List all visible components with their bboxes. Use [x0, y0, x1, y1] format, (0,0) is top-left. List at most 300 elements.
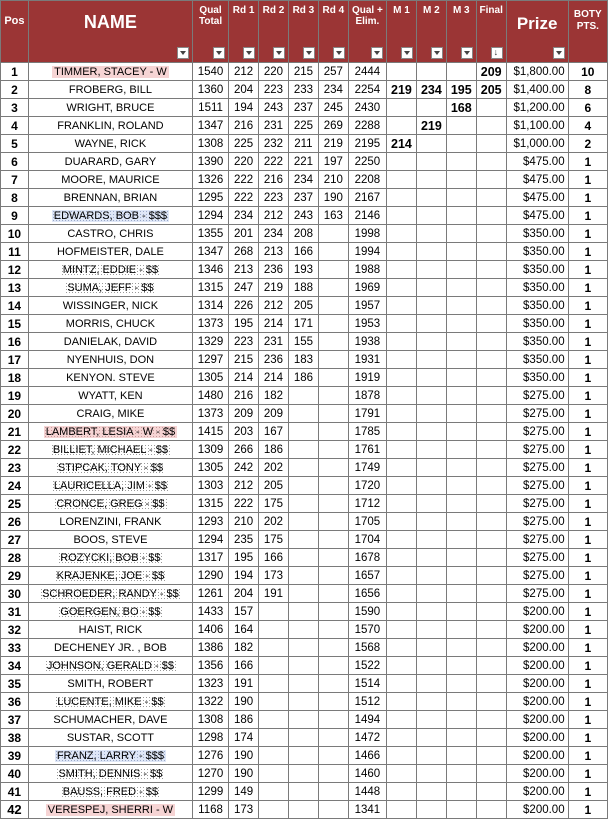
- rd2-cell[interactable]: [259, 747, 289, 765]
- m3-cell[interactable]: [446, 693, 476, 711]
- m1-cell[interactable]: [386, 99, 416, 117]
- qual-elim-cell[interactable]: 2254: [348, 81, 386, 99]
- rd2-cell[interactable]: [259, 621, 289, 639]
- rd1-cell[interactable]: 157: [229, 603, 259, 621]
- rd2-cell[interactable]: 214: [259, 315, 289, 333]
- rd1-cell[interactable]: 210: [229, 513, 259, 531]
- rd2-cell[interactable]: [259, 783, 289, 801]
- m1-cell[interactable]: [386, 459, 416, 477]
- name-cell[interactable]: [28, 171, 192, 189]
- boty-cell[interactable]: 2: [568, 135, 607, 153]
- rd4-cell[interactable]: [318, 243, 348, 261]
- prize-cell[interactable]: $350.00: [506, 369, 568, 387]
- pos-cell[interactable]: 32: [1, 621, 29, 639]
- final-cell[interactable]: [476, 117, 506, 135]
- prize-cell[interactable]: $350.00: [506, 243, 568, 261]
- qual-elim-cell[interactable]: 1957: [348, 297, 386, 315]
- table-row[interactable]: [1, 675, 608, 693]
- rd4-cell[interactable]: [318, 675, 348, 693]
- m3-cell[interactable]: [446, 729, 476, 747]
- pos-cell[interactable]: 17: [1, 351, 29, 369]
- rd1-cell[interactable]: 164: [229, 621, 259, 639]
- qual-total-cell[interactable]: 1297: [192, 351, 228, 369]
- rd1-cell[interactable]: 191: [229, 675, 259, 693]
- final-cell[interactable]: [476, 387, 506, 405]
- m3-cell[interactable]: [446, 261, 476, 279]
- m1-cell[interactable]: [386, 621, 416, 639]
- rd2-cell[interactable]: 166: [259, 549, 289, 567]
- filter-dropdown-icon[interactable]: [461, 47, 473, 59]
- rd3-cell[interactable]: [288, 459, 318, 477]
- pos-cell[interactable]: 35: [1, 675, 29, 693]
- pos-cell[interactable]: 4: [1, 117, 29, 135]
- name-cell[interactable]: [28, 135, 192, 153]
- m1-cell[interactable]: [386, 531, 416, 549]
- qual-total-cell[interactable]: 1373: [192, 405, 228, 423]
- name-cell[interactable]: [28, 117, 192, 135]
- rd2-cell[interactable]: [259, 675, 289, 693]
- qual-total-cell[interactable]: 1315: [192, 495, 228, 513]
- m1-cell[interactable]: [386, 153, 416, 171]
- prize-cell[interactable]: $200.00: [506, 675, 568, 693]
- m2-cell[interactable]: [416, 513, 446, 531]
- m3-cell[interactable]: [446, 513, 476, 531]
- name-cell[interactable]: [28, 567, 192, 585]
- m1-cell[interactable]: [386, 243, 416, 261]
- table-row[interactable]: [1, 279, 608, 297]
- m1-cell[interactable]: [386, 405, 416, 423]
- rd3-cell[interactable]: [288, 513, 318, 531]
- rd2-cell[interactable]: 236: [259, 351, 289, 369]
- m2-cell[interactable]: [416, 351, 446, 369]
- qual-elim-cell[interactable]: 1568: [348, 639, 386, 657]
- name-cell[interactable]: [28, 387, 192, 405]
- rd3-cell[interactable]: [288, 495, 318, 513]
- m2-cell[interactable]: [416, 441, 446, 459]
- rd4-cell[interactable]: [318, 423, 348, 441]
- m1-cell[interactable]: [386, 297, 416, 315]
- m2-cell[interactable]: [416, 603, 446, 621]
- m3-cell[interactable]: [446, 639, 476, 657]
- qual-elim-cell[interactable]: 1678: [348, 549, 386, 567]
- boty-cell[interactable]: 1: [568, 243, 607, 261]
- boty-cell[interactable]: 1: [568, 189, 607, 207]
- pos-cell[interactable]: 16: [1, 333, 29, 351]
- m1-cell[interactable]: [386, 657, 416, 675]
- name-cell[interactable]: [28, 243, 192, 261]
- m2-cell[interactable]: [416, 153, 446, 171]
- final-cell[interactable]: [476, 531, 506, 549]
- m1-cell[interactable]: [386, 171, 416, 189]
- prize-cell[interactable]: $200.00: [506, 729, 568, 747]
- prize-cell[interactable]: $350.00: [506, 333, 568, 351]
- m2-cell[interactable]: [416, 405, 446, 423]
- boty-cell[interactable]: 4: [568, 117, 607, 135]
- rd2-cell[interactable]: 173: [259, 567, 289, 585]
- rd4-cell[interactable]: 257: [318, 63, 348, 81]
- m2-cell[interactable]: [416, 99, 446, 117]
- name-cell[interactable]: [28, 711, 192, 729]
- rd3-cell[interactable]: 233: [288, 81, 318, 99]
- boty-cell[interactable]: 1: [568, 657, 607, 675]
- m3-cell[interactable]: [446, 459, 476, 477]
- name-cell[interactable]: [28, 729, 192, 747]
- pos-cell[interactable]: 19: [1, 387, 29, 405]
- m1-cell[interactable]: 219: [386, 81, 416, 99]
- qual-total-cell[interactable]: 1270: [192, 765, 228, 783]
- qual-total-cell[interactable]: 1323: [192, 675, 228, 693]
- qual-total-cell[interactable]: 1168: [192, 801, 228, 819]
- qual-elim-cell[interactable]: 1341: [348, 801, 386, 819]
- m3-cell[interactable]: [446, 585, 476, 603]
- m3-cell[interactable]: [446, 477, 476, 495]
- m2-cell[interactable]: [416, 333, 446, 351]
- final-cell[interactable]: [476, 99, 506, 117]
- m2-cell[interactable]: [416, 765, 446, 783]
- rd3-cell[interactable]: [288, 441, 318, 459]
- boty-cell[interactable]: 1: [568, 459, 607, 477]
- pos-cell[interactable]: 39: [1, 747, 29, 765]
- name-cell[interactable]: [28, 423, 192, 441]
- m1-cell[interactable]: [386, 801, 416, 819]
- pos-cell[interactable]: 27: [1, 531, 29, 549]
- qual-elim-cell[interactable]: 1466: [348, 747, 386, 765]
- m1-cell[interactable]: [386, 747, 416, 765]
- prize-cell[interactable]: $350.00: [506, 279, 568, 297]
- rd1-cell[interactable]: 268: [229, 243, 259, 261]
- qual-elim-cell[interactable]: 1704: [348, 531, 386, 549]
- filter-dropdown-icon[interactable]: [243, 47, 255, 59]
- final-cell[interactable]: [476, 477, 506, 495]
- prize-cell[interactable]: $200.00: [506, 783, 568, 801]
- m3-cell[interactable]: [446, 369, 476, 387]
- boty-cell[interactable]: 1: [568, 171, 607, 189]
- rd4-cell[interactable]: [318, 621, 348, 639]
- boty-cell[interactable]: 1: [568, 765, 607, 783]
- table-row[interactable]: [1, 171, 608, 189]
- qual-elim-cell[interactable]: 1969: [348, 279, 386, 297]
- boty-cell[interactable]: 1: [568, 711, 607, 729]
- rd3-cell[interactable]: 221: [288, 153, 318, 171]
- m3-cell[interactable]: [446, 783, 476, 801]
- rd2-cell[interactable]: [259, 603, 289, 621]
- prize-cell[interactable]: $275.00: [506, 513, 568, 531]
- rd3-cell[interactable]: [288, 801, 318, 819]
- qual-elim-cell[interactable]: 1749: [348, 459, 386, 477]
- pos-cell[interactable]: 26: [1, 513, 29, 531]
- rd1-cell[interactable]: 174: [229, 729, 259, 747]
- qual-elim-cell[interactable]: 1705: [348, 513, 386, 531]
- qual-total-cell[interactable]: 1356: [192, 657, 228, 675]
- rd1-cell[interactable]: 242: [229, 459, 259, 477]
- boty-cell[interactable]: 1: [568, 405, 607, 423]
- final-cell[interactable]: [476, 747, 506, 765]
- prize-cell[interactable]: $200.00: [506, 747, 568, 765]
- m2-cell[interactable]: [416, 63, 446, 81]
- rd1-cell[interactable]: 234: [229, 207, 259, 225]
- rd4-cell[interactable]: [318, 387, 348, 405]
- m2-cell[interactable]: [416, 243, 446, 261]
- prize-cell[interactable]: $475.00: [506, 171, 568, 189]
- rd2-cell[interactable]: 232: [259, 135, 289, 153]
- table-row[interactable]: [1, 657, 608, 675]
- m2-cell[interactable]: [416, 189, 446, 207]
- final-cell[interactable]: [476, 765, 506, 783]
- m2-cell[interactable]: [416, 549, 446, 567]
- m2-cell[interactable]: [416, 639, 446, 657]
- name-cell[interactable]: [28, 225, 192, 243]
- qual-total-cell[interactable]: 1347: [192, 243, 228, 261]
- filter-dropdown-icon[interactable]: [401, 47, 413, 59]
- qual-elim-cell[interactable]: 1656: [348, 585, 386, 603]
- m2-cell[interactable]: [416, 207, 446, 225]
- rd4-cell[interactable]: 234: [318, 81, 348, 99]
- rd1-cell[interactable]: 203: [229, 423, 259, 441]
- m3-cell[interactable]: [446, 441, 476, 459]
- name-cell[interactable]: [28, 477, 192, 495]
- final-cell[interactable]: 205: [476, 81, 506, 99]
- qual-total-cell[interactable]: 1347: [192, 117, 228, 135]
- m2-cell[interactable]: [416, 693, 446, 711]
- prize-cell[interactable]: $200.00: [506, 621, 568, 639]
- m3-cell[interactable]: [446, 135, 476, 153]
- rd4-cell[interactable]: [318, 801, 348, 819]
- pos-cell[interactable]: 15: [1, 315, 29, 333]
- rd3-cell[interactable]: [288, 711, 318, 729]
- prize-cell[interactable]: $350.00: [506, 297, 568, 315]
- boty-cell[interactable]: 1: [568, 639, 607, 657]
- rd2-cell[interactable]: 243: [259, 99, 289, 117]
- rd1-cell[interactable]: 173: [229, 801, 259, 819]
- m2-cell[interactable]: [416, 621, 446, 639]
- m2-cell[interactable]: [416, 387, 446, 405]
- rd3-cell[interactable]: 211: [288, 135, 318, 153]
- boty-cell[interactable]: 6: [568, 99, 607, 117]
- name-cell[interactable]: [28, 351, 192, 369]
- m1-cell[interactable]: 214: [386, 135, 416, 153]
- m3-cell[interactable]: [446, 657, 476, 675]
- boty-cell[interactable]: 1: [568, 783, 607, 801]
- rd1-cell[interactable]: 194: [229, 99, 259, 117]
- rd3-cell[interactable]: 208: [288, 225, 318, 243]
- rd1-cell[interactable]: 149: [229, 783, 259, 801]
- rd1-cell[interactable]: 222: [229, 495, 259, 513]
- sort-descending-icon[interactable]: [491, 47, 503, 59]
- name-cell[interactable]: [28, 783, 192, 801]
- filter-dropdown-icon[interactable]: [273, 47, 285, 59]
- qual-total-cell[interactable]: 1433: [192, 603, 228, 621]
- final-cell[interactable]: [476, 279, 506, 297]
- qual-total-cell[interactable]: 1261: [192, 585, 228, 603]
- rd3-cell[interactable]: [288, 747, 318, 765]
- rd1-cell[interactable]: 190: [229, 765, 259, 783]
- rd4-cell[interactable]: [318, 333, 348, 351]
- prize-cell[interactable]: $275.00: [506, 477, 568, 495]
- final-cell[interactable]: [476, 189, 506, 207]
- m3-cell[interactable]: [446, 549, 476, 567]
- qual-elim-cell[interactable]: 2208: [348, 171, 386, 189]
- m3-cell[interactable]: [446, 567, 476, 585]
- final-cell[interactable]: [476, 621, 506, 639]
- table-row[interactable]: [1, 297, 608, 315]
- rd1-cell[interactable]: 182: [229, 639, 259, 657]
- rd4-cell[interactable]: [318, 603, 348, 621]
- m3-cell[interactable]: [446, 351, 476, 369]
- rd3-cell[interactable]: [288, 729, 318, 747]
- table-row[interactable]: [1, 783, 608, 801]
- boty-cell[interactable]: 1: [568, 585, 607, 603]
- qual-elim-cell[interactable]: 1494: [348, 711, 386, 729]
- m1-cell[interactable]: [386, 423, 416, 441]
- table-row[interactable]: [1, 531, 608, 549]
- qual-elim-cell[interactable]: 2146: [348, 207, 386, 225]
- rd4-cell[interactable]: [318, 459, 348, 477]
- qual-elim-cell[interactable]: 1998: [348, 225, 386, 243]
- m1-cell[interactable]: [386, 495, 416, 513]
- m3-cell[interactable]: [446, 315, 476, 333]
- table-row[interactable]: [1, 585, 608, 603]
- rd4-cell[interactable]: 197: [318, 153, 348, 171]
- final-cell[interactable]: [476, 729, 506, 747]
- name-cell[interactable]: [28, 459, 192, 477]
- rd1-cell[interactable]: 186: [229, 711, 259, 729]
- final-cell[interactable]: [476, 657, 506, 675]
- m2-cell[interactable]: [416, 567, 446, 585]
- pos-cell[interactable]: 30: [1, 585, 29, 603]
- pos-cell[interactable]: 28: [1, 549, 29, 567]
- final-cell[interactable]: [476, 801, 506, 819]
- rd4-cell[interactable]: [318, 477, 348, 495]
- qual-elim-cell[interactable]: 1988: [348, 261, 386, 279]
- m3-cell[interactable]: 195: [446, 81, 476, 99]
- m1-cell[interactable]: [386, 207, 416, 225]
- prize-cell[interactable]: $275.00: [506, 423, 568, 441]
- table-row[interactable]: [1, 207, 608, 225]
- rd2-cell[interactable]: 231: [259, 333, 289, 351]
- m2-cell[interactable]: [416, 297, 446, 315]
- boty-cell[interactable]: 1: [568, 225, 607, 243]
- boty-cell[interactable]: 1: [568, 423, 607, 441]
- final-cell[interactable]: [476, 405, 506, 423]
- final-cell[interactable]: [476, 639, 506, 657]
- rd4-cell[interactable]: [318, 279, 348, 297]
- qual-total-cell[interactable]: 1315: [192, 279, 228, 297]
- rd1-cell[interactable]: 235: [229, 531, 259, 549]
- m1-cell[interactable]: [386, 315, 416, 333]
- table-row[interactable]: [1, 495, 608, 513]
- prize-cell[interactable]: $275.00: [506, 585, 568, 603]
- m2-cell[interactable]: [416, 729, 446, 747]
- table-row[interactable]: [1, 261, 608, 279]
- name-cell[interactable]: [28, 405, 192, 423]
- name-cell[interactable]: [28, 531, 192, 549]
- qual-total-cell[interactable]: 1294: [192, 207, 228, 225]
- m3-cell[interactable]: [446, 423, 476, 441]
- name-cell[interactable]: [28, 333, 192, 351]
- pos-cell[interactable]: 38: [1, 729, 29, 747]
- m2-cell[interactable]: [416, 315, 446, 333]
- rd4-cell[interactable]: [318, 513, 348, 531]
- qual-elim-cell[interactable]: 1931: [348, 351, 386, 369]
- qual-total-cell[interactable]: 1329: [192, 333, 228, 351]
- table-row[interactable]: [1, 639, 608, 657]
- boty-cell[interactable]: 1: [568, 729, 607, 747]
- m3-cell[interactable]: [446, 297, 476, 315]
- m3-cell[interactable]: [446, 675, 476, 693]
- table-row[interactable]: [1, 621, 608, 639]
- prize-cell[interactable]: $275.00: [506, 567, 568, 585]
- qual-total-cell[interactable]: 1308: [192, 711, 228, 729]
- table-row[interactable]: [1, 189, 608, 207]
- rd3-cell[interactable]: [288, 765, 318, 783]
- final-cell[interactable]: [476, 333, 506, 351]
- m1-cell[interactable]: [386, 63, 416, 81]
- pos-cell[interactable]: 2: [1, 81, 29, 99]
- table-row[interactable]: [1, 513, 608, 531]
- m1-cell[interactable]: [386, 477, 416, 495]
- m3-cell[interactable]: [446, 333, 476, 351]
- rd3-cell[interactable]: [288, 675, 318, 693]
- name-cell[interactable]: [28, 621, 192, 639]
- name-cell[interactable]: [28, 315, 192, 333]
- boty-cell[interactable]: 1: [568, 621, 607, 639]
- prize-cell[interactable]: $350.00: [506, 261, 568, 279]
- prize-cell[interactable]: $275.00: [506, 495, 568, 513]
- rd2-cell[interactable]: [259, 693, 289, 711]
- rd2-cell[interactable]: 234: [259, 225, 289, 243]
- prize-cell[interactable]: $200.00: [506, 801, 568, 819]
- m2-cell[interactable]: [416, 711, 446, 729]
- pos-cell[interactable]: 13: [1, 279, 29, 297]
- qual-total-cell[interactable]: 1386: [192, 639, 228, 657]
- pos-cell[interactable]: 24: [1, 477, 29, 495]
- pos-cell[interactable]: 31: [1, 603, 29, 621]
- rd3-cell[interactable]: 225: [288, 117, 318, 135]
- m3-cell[interactable]: [446, 747, 476, 765]
- rd4-cell[interactable]: [318, 747, 348, 765]
- m1-cell[interactable]: [386, 729, 416, 747]
- final-cell[interactable]: [476, 513, 506, 531]
- rd2-cell[interactable]: 222: [259, 153, 289, 171]
- rd3-cell[interactable]: [288, 549, 318, 567]
- m2-cell[interactable]: [416, 675, 446, 693]
- rd2-cell[interactable]: 236: [259, 261, 289, 279]
- boty-cell[interactable]: 1: [568, 441, 607, 459]
- rd1-cell[interactable]: 190: [229, 747, 259, 765]
- qual-total-cell[interactable]: 1314: [192, 297, 228, 315]
- boty-cell[interactable]: 1: [568, 297, 607, 315]
- rd2-cell[interactable]: 175: [259, 531, 289, 549]
- pos-cell[interactable]: 10: [1, 225, 29, 243]
- qual-total-cell[interactable]: 1326: [192, 171, 228, 189]
- m1-cell[interactable]: [386, 639, 416, 657]
- rd2-cell[interactable]: 223: [259, 81, 289, 99]
- table-row[interactable]: [1, 135, 608, 153]
- final-cell[interactable]: [476, 369, 506, 387]
- rd4-cell[interactable]: [318, 351, 348, 369]
- qual-elim-cell[interactable]: 1514: [348, 675, 386, 693]
- pos-cell[interactable]: 29: [1, 567, 29, 585]
- qual-total-cell[interactable]: 1355: [192, 225, 228, 243]
- final-cell[interactable]: 209: [476, 63, 506, 81]
- rd4-cell[interactable]: 269: [318, 117, 348, 135]
- qual-total-cell[interactable]: 1295: [192, 189, 228, 207]
- prize-cell[interactable]: $200.00: [506, 765, 568, 783]
- rd3-cell[interactable]: 205: [288, 297, 318, 315]
- prize-cell[interactable]: $1,800.00: [506, 63, 568, 81]
- m1-cell[interactable]: [386, 549, 416, 567]
- qual-elim-cell[interactable]: 1472: [348, 729, 386, 747]
